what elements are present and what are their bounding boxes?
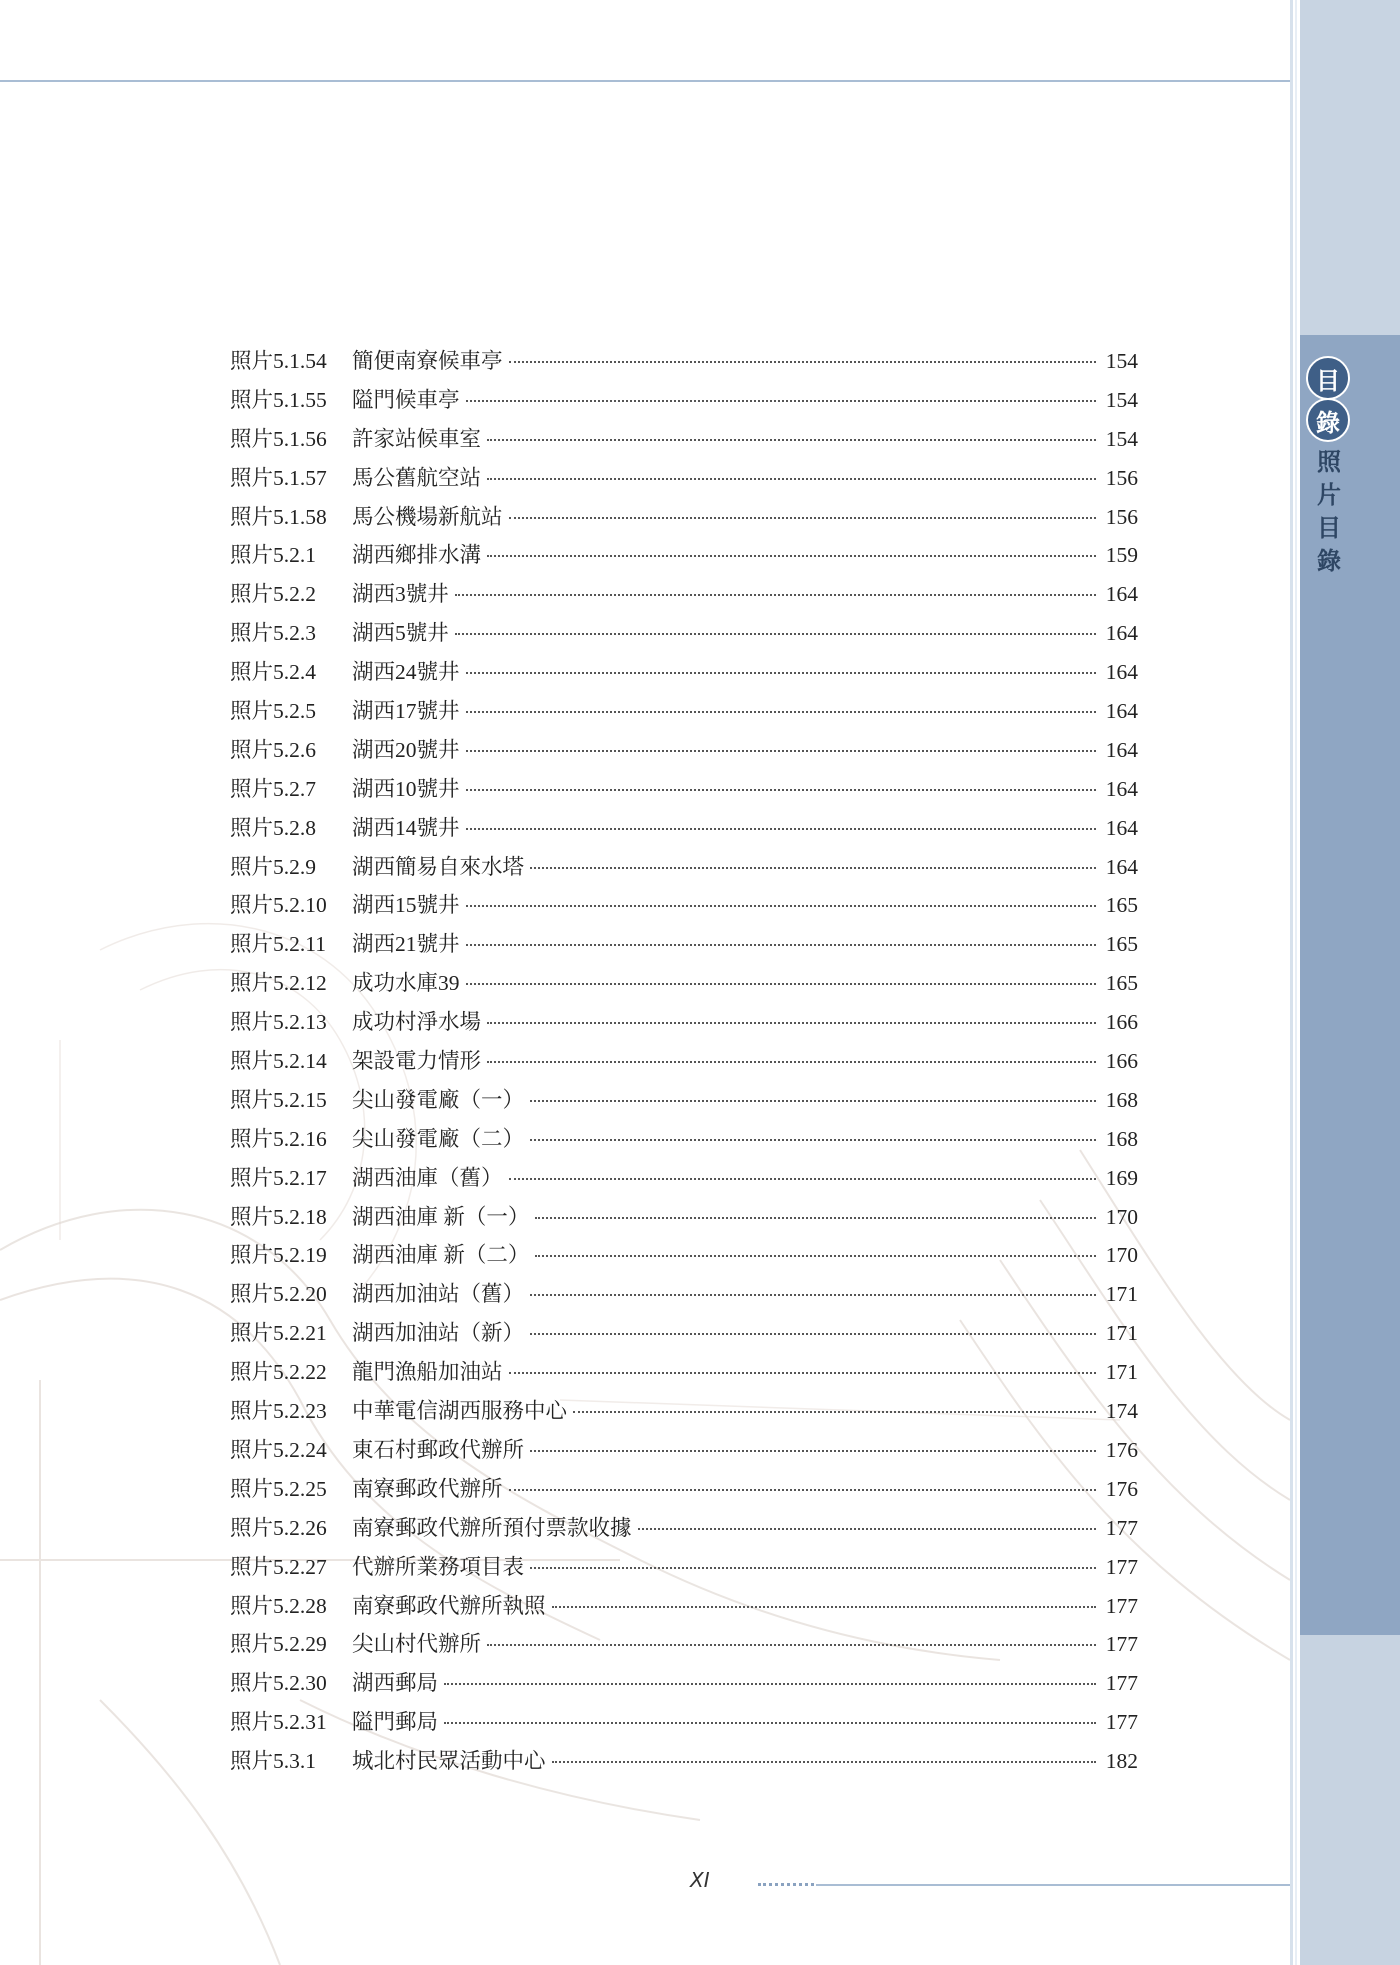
page-ref: 171 bbox=[1105, 1282, 1138, 1307]
photo-title: 湖西3號井 bbox=[352, 582, 449, 607]
photo-title: 湖西15號井 bbox=[352, 893, 460, 918]
page-ref: 170 bbox=[1105, 1204, 1138, 1229]
dot-leader bbox=[509, 1489, 1096, 1491]
photo-number: 照片5.2.30 bbox=[230, 1671, 327, 1696]
dot-leader bbox=[466, 789, 1096, 791]
dot-leader bbox=[455, 633, 1096, 635]
dot-leader bbox=[573, 1411, 1096, 1413]
page-ref: 177 bbox=[1105, 1671, 1138, 1696]
dot-leader bbox=[466, 672, 1096, 674]
photo-number: 照片5.2.8 bbox=[230, 815, 317, 840]
dot-leader bbox=[535, 1255, 1096, 1257]
toc-row[interactable] bbox=[230, 1161, 1138, 1200]
photo-title: 湖西加油站（舊） bbox=[352, 1282, 525, 1307]
toc-row[interactable] bbox=[230, 1200, 1138, 1239]
dot-leader bbox=[535, 1217, 1096, 1219]
toc-row[interactable] bbox=[230, 1316, 1138, 1355]
dot-leader bbox=[466, 711, 1096, 713]
photo-number: 照片5.2.19 bbox=[230, 1243, 327, 1268]
dot-leader bbox=[552, 1761, 1096, 1763]
photo-list bbox=[230, 344, 1138, 1783]
photo-title: 城北村民眾活動中心 bbox=[352, 1749, 546, 1774]
photo-number: 照片5.2.24 bbox=[230, 1437, 327, 1462]
page-ref: 169 bbox=[1105, 1165, 1138, 1190]
page-ref: 159 bbox=[1105, 543, 1138, 568]
page-ref: 156 bbox=[1105, 465, 1138, 490]
photo-number: 照片5.2.26 bbox=[230, 1515, 327, 1540]
dot-leader bbox=[509, 1372, 1096, 1374]
toc-row[interactable] bbox=[230, 1666, 1138, 1705]
toc-row[interactable] bbox=[230, 1744, 1138, 1783]
toc-row[interactable] bbox=[230, 966, 1138, 1005]
dot-leader bbox=[487, 1061, 1096, 1063]
toc-row[interactable] bbox=[230, 888, 1138, 927]
toc-row[interactable] bbox=[230, 733, 1138, 772]
toc-row[interactable] bbox=[230, 1433, 1138, 1472]
photo-number: 照片5.2.27 bbox=[230, 1554, 327, 1579]
photo-number: 照片5.1.58 bbox=[230, 504, 327, 529]
photo-number: 照片5.2.10 bbox=[230, 893, 327, 918]
page-ref: 164 bbox=[1105, 737, 1138, 762]
photo-number: 照片5.2.21 bbox=[230, 1321, 327, 1346]
dot-leader bbox=[487, 555, 1096, 557]
photo-title: 南寮郵政代辦所 bbox=[352, 1476, 503, 1501]
page-ref: 182 bbox=[1105, 1749, 1138, 1774]
dot-leader bbox=[530, 1100, 1096, 1102]
page-ref: 177 bbox=[1105, 1554, 1138, 1579]
page-ref: 176 bbox=[1105, 1476, 1138, 1501]
page-ref: 168 bbox=[1105, 1126, 1138, 1151]
page-ref: 177 bbox=[1105, 1593, 1138, 1618]
toc-row[interactable] bbox=[230, 1550, 1138, 1589]
photo-title: 架設電力情形 bbox=[352, 1049, 482, 1074]
photo-title: 簡便南寮候車亭 bbox=[352, 349, 503, 373]
section-label-char: 目 bbox=[1317, 514, 1341, 542]
photo-number: 照片5.2.6 bbox=[230, 737, 317, 762]
page-ref: 164 bbox=[1105, 815, 1138, 840]
photo-number: 照片5.1.57 bbox=[230, 465, 327, 490]
side-band bbox=[1300, 0, 1400, 1965]
photo-number: 照片5.2.20 bbox=[230, 1282, 327, 1307]
dot-leader bbox=[487, 439, 1096, 441]
section-label-char: 照 bbox=[1317, 448, 1341, 476]
toc-row[interactable] bbox=[230, 538, 1138, 577]
toc-row[interactable] bbox=[230, 811, 1138, 850]
dot-leader bbox=[466, 400, 1096, 402]
photo-title: 湖西21號井 bbox=[352, 932, 460, 957]
section-label-vertical bbox=[1312, 446, 1346, 578]
page-ref: 166 bbox=[1105, 1010, 1138, 1035]
page-ref: 166 bbox=[1105, 1049, 1138, 1074]
photo-number: 照片5.2.28 bbox=[230, 1593, 327, 1618]
toc-row[interactable] bbox=[230, 1627, 1138, 1666]
section-label-char: 錄 bbox=[1317, 547, 1341, 575]
photo-number: 照片5.2.25 bbox=[230, 1476, 327, 1501]
page-number: XI bbox=[690, 1868, 710, 1892]
photo-number: 照片5.2.17 bbox=[230, 1165, 327, 1190]
page-ref: 154 bbox=[1105, 426, 1138, 451]
photo-number: 照片5.2.31 bbox=[230, 1710, 327, 1735]
dot-leader bbox=[455, 594, 1096, 596]
toc-row[interactable] bbox=[230, 344, 1138, 383]
photo-title: 南寮郵政代辦所執照 bbox=[352, 1593, 546, 1618]
toc-row[interactable] bbox=[230, 1238, 1138, 1277]
footer-dots bbox=[758, 1883, 814, 1886]
footer-rule bbox=[816, 1884, 1290, 1886]
dot-leader bbox=[530, 867, 1096, 869]
photo-title: 湖西郵局 bbox=[352, 1671, 439, 1696]
page-ref: 174 bbox=[1105, 1399, 1138, 1424]
photo-number: 照片5.2.11 bbox=[230, 932, 326, 957]
toc-row[interactable] bbox=[230, 500, 1138, 539]
toc-row[interactable] bbox=[230, 1511, 1138, 1550]
dot-leader bbox=[530, 1139, 1096, 1141]
photo-title: 成功村淨水場 bbox=[352, 1010, 482, 1035]
photo-number: 照片5.2.3 bbox=[230, 621, 317, 646]
dot-leader bbox=[552, 1606, 1096, 1608]
photo-title: 湖西10號井 bbox=[352, 776, 460, 801]
dot-leader bbox=[530, 1333, 1096, 1335]
photo-title: 湖西24號井 bbox=[352, 660, 460, 685]
photo-number: 照片5.2.4 bbox=[230, 660, 317, 685]
page-ref: 154 bbox=[1105, 387, 1138, 412]
page-ref: 154 bbox=[1105, 349, 1138, 373]
dot-leader bbox=[530, 1294, 1096, 1296]
toc-row[interactable] bbox=[230, 1277, 1138, 1316]
dot-leader bbox=[509, 1178, 1096, 1180]
page-ref: 156 bbox=[1105, 504, 1138, 529]
side-edge-inner bbox=[1295, 0, 1297, 1965]
dot-leader bbox=[444, 1722, 1096, 1724]
photo-number: 照片5.1.55 bbox=[230, 387, 327, 412]
page-ref: 164 bbox=[1105, 621, 1138, 646]
toc-row[interactable] bbox=[230, 694, 1138, 733]
toc-row[interactable] bbox=[230, 1083, 1138, 1122]
photo-number: 照片5.2.1 bbox=[230, 543, 317, 568]
dot-leader bbox=[466, 905, 1096, 907]
photo-number: 照片5.2.14 bbox=[230, 1049, 327, 1074]
photo-title: 湖西5號井 bbox=[352, 621, 449, 646]
photo-title: 南寮郵政代辦所預付票款收據 bbox=[352, 1515, 632, 1540]
dot-leader bbox=[487, 1022, 1096, 1024]
page-ref: 171 bbox=[1105, 1360, 1138, 1385]
photo-title: 尖山發電廠（一） bbox=[352, 1087, 525, 1112]
photo-number: 照片5.2.23 bbox=[230, 1399, 327, 1424]
dot-leader bbox=[466, 750, 1096, 752]
toc-row[interactable] bbox=[230, 461, 1138, 500]
toc-row[interactable] bbox=[230, 1044, 1138, 1083]
photo-title: 湖西加油站（新） bbox=[352, 1321, 525, 1346]
photo-title: 湖西油庫 新（二） bbox=[352, 1243, 530, 1268]
photo-number: 照片5.2.22 bbox=[230, 1360, 327, 1385]
page-ref: 164 bbox=[1105, 660, 1138, 685]
photo-number: 照片5.2.5 bbox=[230, 699, 317, 724]
photo-number: 照片5.2.15 bbox=[230, 1087, 327, 1112]
photo-title: 東石村郵政代辦所 bbox=[352, 1437, 525, 1462]
photo-title: 許家站候車室 bbox=[352, 426, 482, 451]
photo-title: 中華電信湖西服務中心 bbox=[352, 1399, 568, 1424]
toc-row[interactable] bbox=[230, 1355, 1138, 1394]
photo-number: 照片5.2.18 bbox=[230, 1204, 327, 1229]
page-ref: 165 bbox=[1105, 893, 1138, 918]
photo-number: 照片5.2.9 bbox=[230, 854, 317, 879]
toc-row[interactable] bbox=[230, 1705, 1138, 1744]
photo-number: 照片5.1.56 bbox=[230, 426, 327, 451]
badge-char: 目 bbox=[1306, 356, 1350, 400]
toc-row[interactable] bbox=[230, 383, 1138, 422]
photo-number: 照片5.3.1 bbox=[230, 1749, 317, 1774]
photo-number: 照片5.2.29 bbox=[230, 1632, 327, 1657]
top-rule bbox=[0, 80, 1292, 82]
dot-leader bbox=[444, 1683, 1096, 1685]
photo-number: 照片5.1.54 bbox=[230, 349, 327, 373]
photo-title: 龍門漁船加油站 bbox=[352, 1360, 503, 1385]
side-edge bbox=[1290, 0, 1293, 1965]
dot-leader bbox=[466, 944, 1096, 946]
dot-leader bbox=[466, 828, 1096, 830]
page-ref: 177 bbox=[1105, 1710, 1138, 1735]
section-badge bbox=[1306, 356, 1350, 440]
dot-leader bbox=[638, 1528, 1096, 1530]
toc-row[interactable] bbox=[230, 577, 1138, 616]
photo-title: 代辦所業務項目表 bbox=[352, 1554, 525, 1579]
toc-row[interactable] bbox=[230, 1005, 1138, 1044]
photo-title: 隘門候車亭 bbox=[352, 387, 460, 412]
photo-number: 照片5.2.13 bbox=[230, 1010, 327, 1035]
photo-number: 照片5.2.12 bbox=[230, 971, 327, 996]
toc-row[interactable] bbox=[230, 422, 1138, 461]
page-ref: 177 bbox=[1105, 1515, 1138, 1540]
toc-row[interactable] bbox=[230, 616, 1138, 655]
page-ref: 176 bbox=[1105, 1437, 1138, 1462]
toc-row[interactable] bbox=[230, 655, 1138, 694]
page-ref: 165 bbox=[1105, 971, 1138, 996]
toc-row[interactable] bbox=[230, 1472, 1138, 1511]
photo-title: 成功水庫39 bbox=[352, 971, 460, 996]
dot-leader bbox=[530, 1450, 1096, 1452]
page-ref: 171 bbox=[1105, 1321, 1138, 1346]
page-ref: 165 bbox=[1105, 932, 1138, 957]
page-ref: 170 bbox=[1105, 1243, 1138, 1268]
photo-title: 馬公舊航空站 bbox=[352, 465, 482, 490]
photo-title: 湖西鄉排水溝 bbox=[352, 543, 482, 568]
page-ref: 177 bbox=[1105, 1632, 1138, 1657]
photo-title: 湖西油庫（舊） bbox=[352, 1165, 503, 1190]
dot-leader bbox=[466, 983, 1096, 985]
page-ref: 164 bbox=[1105, 854, 1138, 879]
toc-row[interactable] bbox=[230, 850, 1138, 889]
photo-title: 馬公機場新航站 bbox=[352, 504, 503, 529]
toc-row[interactable] bbox=[230, 1589, 1138, 1628]
toc-row[interactable] bbox=[230, 772, 1138, 811]
badge-char: 錄 bbox=[1306, 398, 1350, 442]
section-label-char: 片 bbox=[1317, 481, 1341, 509]
photo-title: 湖西20號井 bbox=[352, 737, 460, 762]
photo-title: 湖西油庫 新（一） bbox=[352, 1204, 530, 1229]
dot-leader bbox=[509, 361, 1096, 363]
photo-title: 湖西簡易自來水塔 bbox=[352, 854, 525, 879]
photo-title: 隘門郵局 bbox=[352, 1710, 439, 1735]
page-ref: 168 bbox=[1105, 1087, 1138, 1112]
page-ref: 164 bbox=[1105, 582, 1138, 607]
page-ref: 164 bbox=[1105, 699, 1138, 724]
dot-leader bbox=[509, 517, 1096, 519]
dot-leader bbox=[530, 1567, 1096, 1569]
photo-number: 照片5.2.7 bbox=[230, 776, 317, 801]
toc-row[interactable] bbox=[230, 927, 1138, 966]
photo-title: 尖山村代辦所 bbox=[352, 1632, 482, 1657]
dot-leader bbox=[487, 1644, 1096, 1646]
photo-title: 湖西17號井 bbox=[352, 699, 460, 724]
photo-title: 湖西14號井 bbox=[352, 815, 460, 840]
page-ref: 164 bbox=[1105, 776, 1138, 801]
toc-row[interactable] bbox=[230, 1394, 1138, 1433]
photo-number: 照片5.2.16 bbox=[230, 1126, 327, 1151]
dot-leader bbox=[487, 478, 1096, 480]
photo-number: 照片5.2.2 bbox=[230, 582, 317, 607]
photo-title: 尖山發電廠（二） bbox=[352, 1126, 525, 1151]
toc-row[interactable] bbox=[230, 1122, 1138, 1161]
